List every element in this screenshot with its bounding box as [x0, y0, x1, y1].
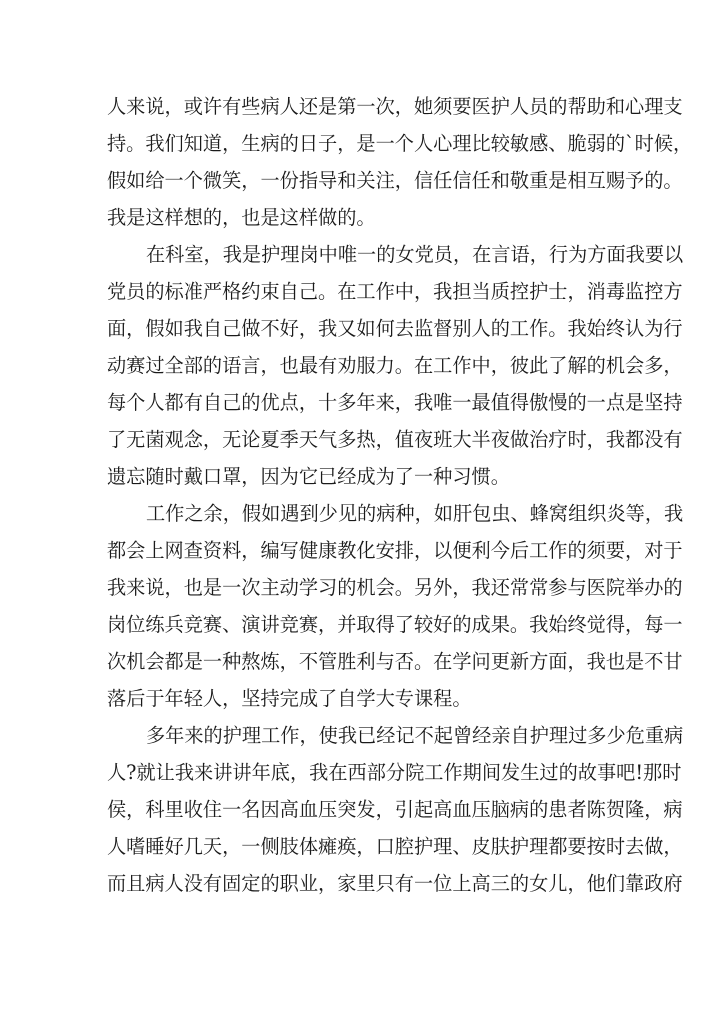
text-line: 次机会都是一种熬炼，不管胜利与否。在学问更新方面，我也是不甘: [107, 650, 683, 673]
text-line: 面，假如我自己做不好，我又如何去监督别人的工作。我始终认为行: [107, 317, 683, 340]
text-line: 动赛过全部的语言，也最有劝服力。在工作中，彼此了解的机会多，: [107, 354, 683, 377]
text-line: 人?就让我来讲讲年底，我在西部分院工作期间发生过的故事吧!那时: [107, 761, 682, 784]
paragraph: [107, 495, 684, 717]
text-line: 党员的标准严格约束自己。在工作中，我担当质控护士，消毒监控方: [107, 280, 683, 303]
text-line: 而且病人没有固定的职业，家里只有一位上高三的女儿，他们靠政府: [107, 872, 683, 895]
text-line: 假如给一个微笑，一份指导和关注，信任信任和敬重是相互赐予的。: [107, 169, 683, 192]
text-line: 侯，科里收住一名因高血压突发，引起高血压脑病的患者陈贺隆，病: [107, 798, 683, 821]
text-line: 岗位练兵竞赛、演讲竞赛，并取得了较好的成果。我始终觉得，每一: [107, 613, 683, 636]
text-line: 落后于年轻人，坚持完成了自学大专课程。: [107, 687, 472, 710]
text-line: 我是这样想的，也是这样做的。: [107, 206, 376, 229]
text-line: 我来说，也是一次主动学习的机会。另外，我还常常参与医院举办的: [107, 576, 683, 599]
text-line: 在科室，我是护理岗中唯一的女党员，在言语，行为方面我要以: [146, 243, 684, 266]
text-line: 都会上网查资料，编写健康教化安排，以便利今后工作的须要，对于: [107, 539, 683, 562]
text-line: 了无菌观念，无论夏季天气多热，值夜班大半夜做治疗时，我都没有: [107, 428, 683, 451]
document-body: [107, 88, 693, 902]
text-line: 每个人都有自己的优点，十多年来，我唯一最值得傲慢的一点是坚持: [107, 391, 683, 414]
text-line: 遗忘随时戴口罩，因为它已经成为了一种习惯。: [107, 465, 510, 488]
paragraph: [107, 88, 693, 236]
paragraph: [107, 717, 684, 902]
text-line: 多年来的护理工作，使我已经记不起曾经亲自护理过多少危重病: [146, 724, 684, 747]
text-line: 持。我们知道，生病的日子，是一个人心理比较敏感、脆弱的`时候，: [107, 132, 693, 155]
text-line: 人嗜睡好几天，一侧肢体瘫痪，口腔护理、皮肤护理都要按时去做，: [107, 835, 683, 858]
paragraph: [107, 236, 684, 495]
text-line: 工作之余，假如遇到少见的病种，如肝包虫、蜂窝组织炎等，我: [146, 502, 684, 525]
text-line: 人来说，或许有些病人还是第一次，她须要医护人员的帮助和心理支: [107, 95, 683, 118]
